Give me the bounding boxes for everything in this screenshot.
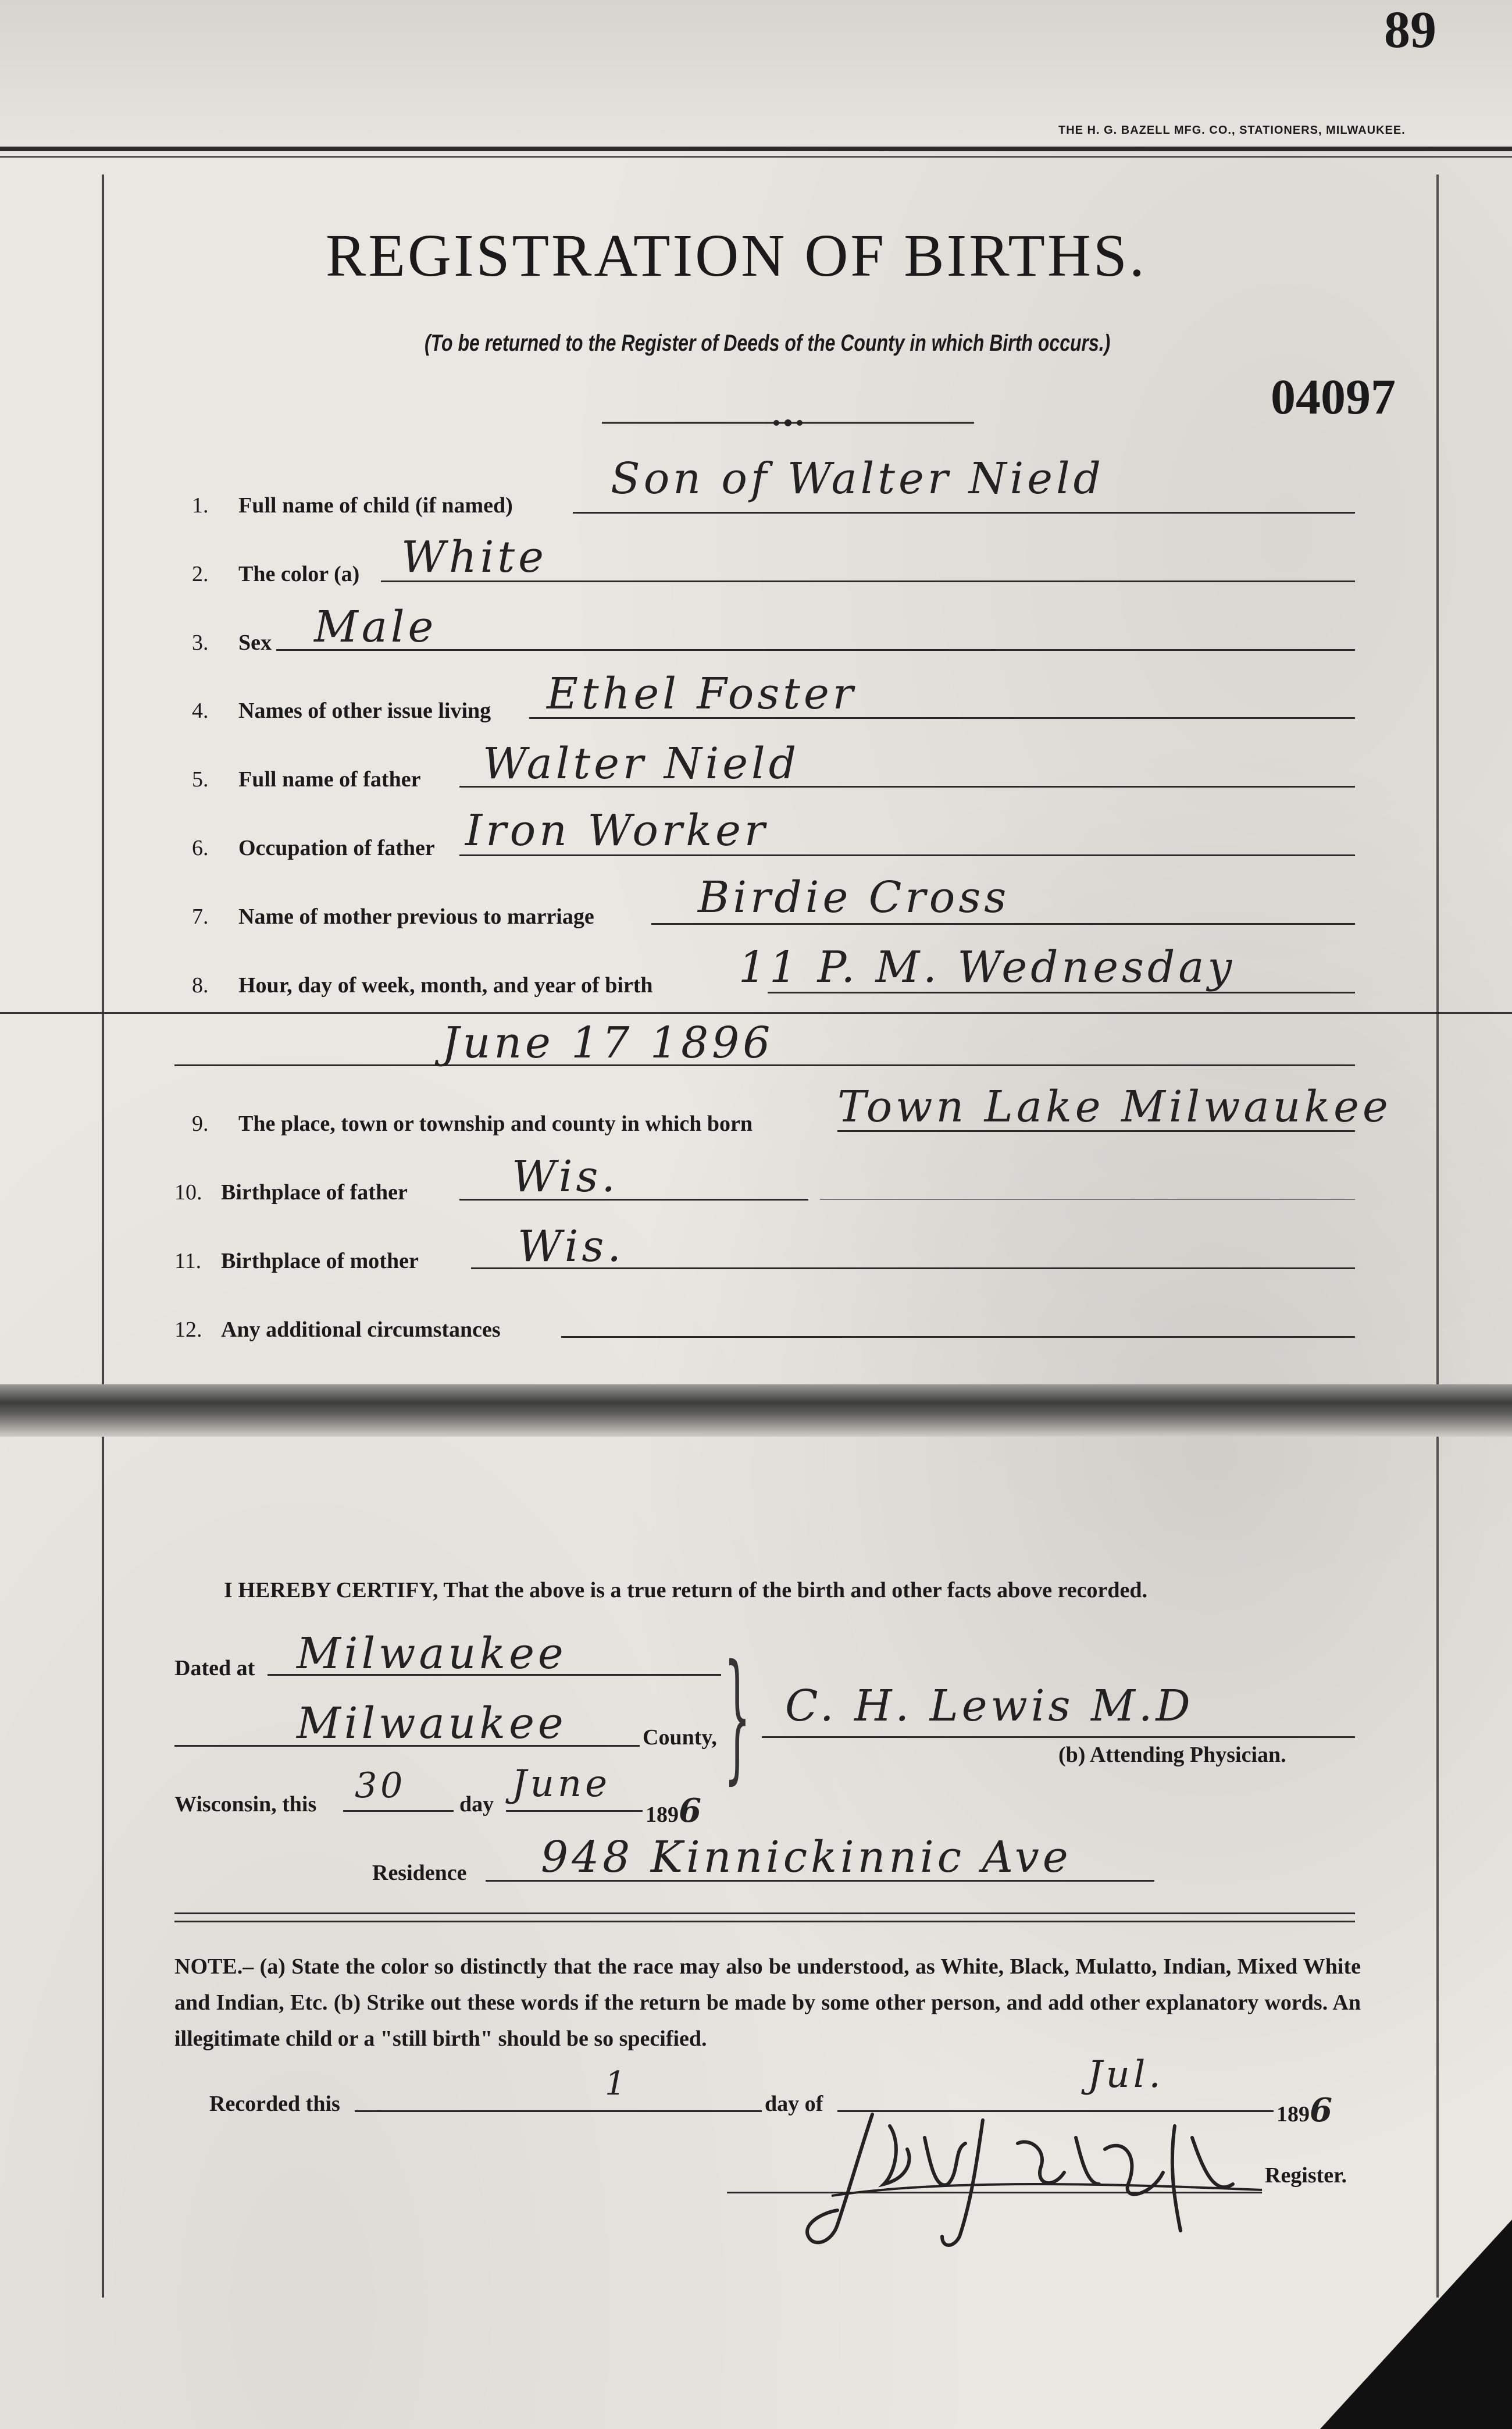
left-frame-line [102,174,104,2298]
field-row-11: 11. Birthplace of mother [174,1249,419,1273]
day-value: 30 [355,1765,406,1806]
field-line-12 [561,1336,1355,1338]
serial-number: 04097 [1271,369,1396,425]
birth-time-value: 11 P. M. Wednesday [739,942,1236,992]
father-occupation-value: Iron Worker [465,806,769,856]
county-label: County, [643,1725,717,1750]
residence-label: Residence [372,1861,467,1885]
birth-date-value: June 17 1896 [442,1018,774,1068]
recorded-day-value: 1 [605,2065,629,2103]
wisconsin-label: Wisconsin, this [174,1792,317,1817]
page-title: REGISTRATION OF BIRTHS. [326,222,1147,289]
field-row-3: 3. Sex [192,631,272,655]
divider-1 [174,1912,1355,1914]
recorded-label: Recorded this [209,2092,340,2116]
page-subtitle: (To be returned to the Register of Deeds of the County in which Birth occurs.) [425,330,1111,356]
page-corner [1320,2220,1512,2429]
field-row-1: 1. Full name of child (if named) [192,493,513,518]
sex-value: Male [314,602,437,652]
field-row-9: 9. The place, town or township and county in which born [192,1112,753,1136]
field-row-8: 8. Hour, day of week, month, and year of birth [192,973,653,998]
crease-line [0,1012,1512,1014]
field-line-3 [276,649,1355,651]
physician-line [762,1736,1355,1738]
register-label: Register. [1265,2163,1347,2188]
brace: } [724,1634,751,1797]
child-name-value: Son of Walter Nield [611,454,1104,504]
recorded-month-value: Jul. [1087,2053,1164,2096]
residence-value: 948 Kinnickinnic Ave [541,1832,1072,1882]
title-ornament [602,419,974,427]
other-issue-value: Ethel Foster [547,669,857,719]
mother-birthplace-value: Wis. [518,1221,625,1272]
top-rule-thin [0,156,1512,158]
register-signature [773,2103,1285,2254]
dated-at-label: Dated at [174,1656,255,1680]
father-name-value: Walter Nield [483,739,800,789]
county-value: Milwaukee [297,1698,567,1748]
year-line: 1896 [646,1792,701,1830]
instructions-note: NOTE.– (a) State the color so distinctly that the race may also be understood, as White, Black, Mulatto, Indian, Mixed White and Indian, Etc. (b) Strike out these words if the return be made by some other person, and add other explanatory words. An illegitimate child or a "still birth" should be so specified. [174,1954,1361,2051]
page-number: 89 [1384,1,1436,59]
father-birthplace-value: Wis. [512,1152,619,1202]
divider-2 [174,1921,1355,1922]
recorded-year: 1896 [1276,2091,1332,2129]
field-line-7 [651,923,1355,925]
birthplace-value: Town Lake Milwaukee [837,1082,1392,1132]
day-label: day [459,1792,494,1817]
recorded-day-line [355,2110,762,2112]
month-line [506,1810,643,1812]
field-row-6: 6. Occupation of father [192,836,435,860]
certification-statement: I HEREBY CERTIFY, That the above is a true return of the birth and other facts above recorded. [224,1578,1147,1602]
field-row-7: 7. Name of mother previous to marriage [192,904,594,929]
physician-value: C. H. Lewis M.D [785,1681,1194,1731]
right-frame-line [1436,174,1439,2298]
dated-at-value: Milwaukee [297,1629,567,1679]
day-of-label: day of [765,2092,823,2116]
month-value: June [512,1762,611,1805]
field-row-2: 2. The color (a) [192,562,360,586]
field-row-12: 12. Any additional circumstances [174,1317,501,1342]
paper-fold [0,1384,1512,1437]
day-line [343,1810,454,1812]
mother-maiden-name-value: Birdie Cross [698,872,1010,923]
field-row-10: 10. Birthplace of father [174,1180,408,1205]
field-line-1 [573,512,1355,514]
field-line-10b [820,1199,1355,1200]
printer-mark: THE H. G. BAZELL MFG. CO., STATIONERS, MILWAUKEE. [1058,124,1406,137]
color-value: White [401,532,547,582]
field-row-4: 4. Names of other issue living [192,699,491,723]
field-row-5: 5. Full name of father [192,767,421,792]
top-rule [0,147,1512,151]
physician-label: (b) Attending Physician. [1058,1743,1286,1767]
